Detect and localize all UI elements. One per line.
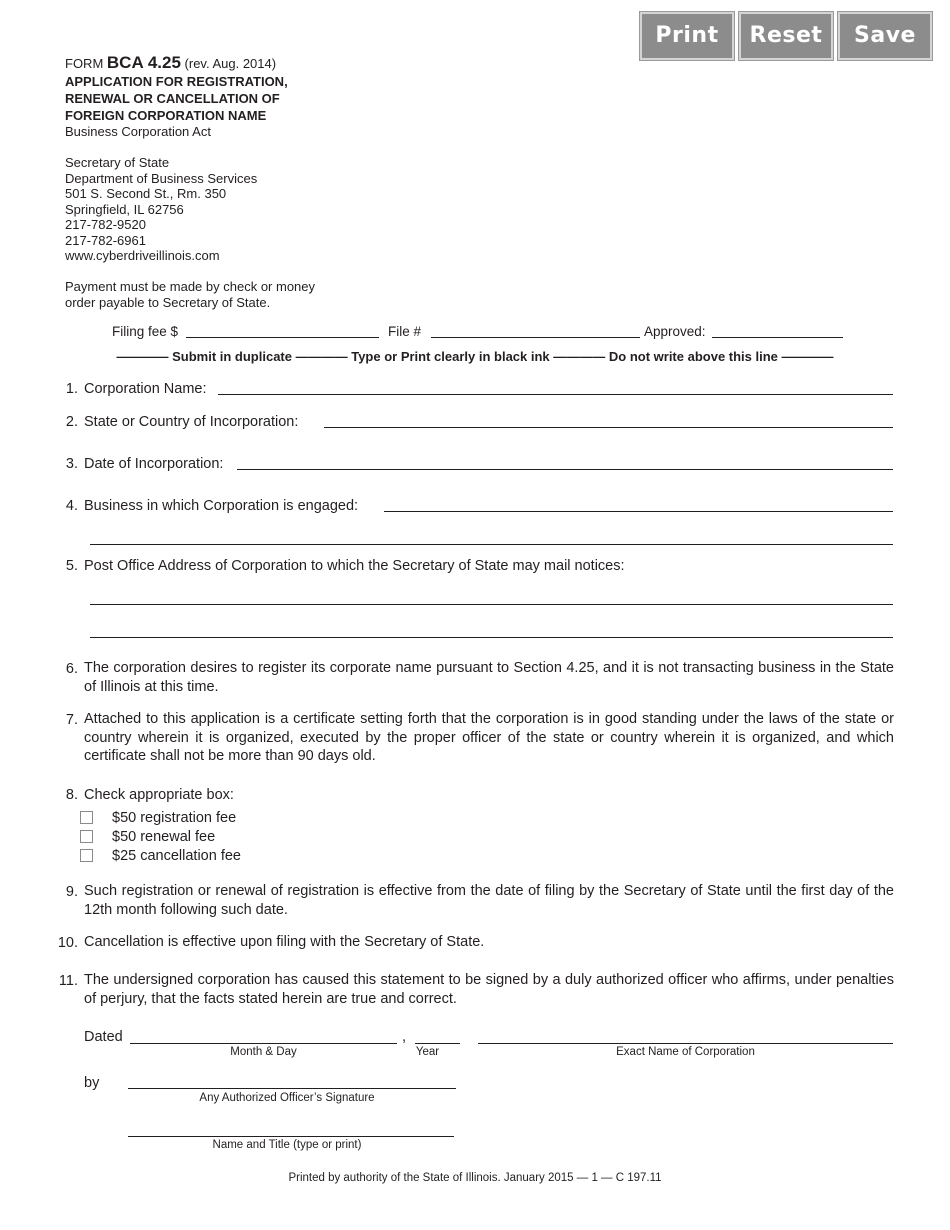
print-button[interactable]: Print [640,12,734,60]
address-line-2: Department of Business Services [65,171,258,186]
form-prefix: FORM [65,56,104,71]
payment-line-2: order payable to Secretary of State. [65,295,271,310]
mailing-address-label: Post Office Address of Corporation to which the Secretary of State may mail notices: [84,558,625,574]
save-button[interactable]: Save [838,12,932,60]
officer-signature-caption: Any Authorized Officer’s Signature [199,1092,375,1104]
address-line-3: 501 S. Second St., Rm. 350 [65,186,227,201]
act-name: Business Corporation Act [65,124,211,139]
exact-corporation-name-field[interactable] [478,1043,893,1044]
date-comma: , [402,1029,407,1045]
state-of-incorporation-field[interactable] [324,427,893,428]
name-title-field[interactable] [128,1136,454,1137]
file-number-label: File # [388,324,422,339]
item-4-number: 4. [65,498,78,514]
filing-fee-label: Filing fee $ [112,324,179,339]
payment-line-1: Payment must be made by check or money [65,279,316,294]
renewal-fee-label: $50 renewal fee [112,829,216,845]
form-title-line-1: APPLICATION FOR REGISTRATION, [65,74,288,89]
cancellation-fee-checkbox[interactable] [80,849,93,862]
mailing-address-field-2[interactable] [90,637,893,638]
form-title-line-2: RENEWAL OR CANCELLATION OF [65,91,280,106]
item-9-number: 9. [65,884,78,900]
dated-label: Dated [84,1029,123,1045]
by-label: by [84,1075,100,1091]
form-revision: (rev. Aug. 2014) [184,56,277,71]
name-title-caption: Name and Title (type or print) [212,1139,362,1151]
approved-field[interactable] [712,337,843,338]
officer-signature-field[interactable] [128,1088,456,1089]
form-title-line-3: FOREIGN CORPORATION NAME [65,108,267,123]
corporation-name-field[interactable] [218,394,893,395]
item-11-text: The undersigned corporation has caused this statement to be signed by a duly authorized officer who affirms, under penalties of perjury, that the facts stated herein are true and correct. [84,972,894,1007]
item-3-number: 3. [65,456,78,472]
registration-fee-checkbox[interactable] [80,811,93,824]
form-code: BCA 4.25 [106,53,181,72]
filing-fee-field[interactable] [186,337,379,338]
item-8-number: 8. [65,787,78,803]
exact-corporation-name-caption: Exact Name of Corporation [616,1046,755,1058]
year-field[interactable] [415,1043,460,1044]
mailing-address-field-1[interactable] [90,604,893,605]
business-engaged-label: Business in which Corporation is engaged: [84,498,359,514]
instruction-line: ———— Submit in duplicate ———— Type or Print clearly in black ink ———— Do not write above this line ———— [116,349,834,364]
corporation-name-label: Corporation Name: [84,381,207,397]
approved-label: Approved: [644,324,706,339]
cancellation-fee-label: $25 cancellation fee [112,848,241,864]
item-10-number: 10. [57,935,78,951]
item-11-number: 11. [58,973,78,989]
item-2-number: 2. [65,414,78,430]
address-line-1: Secretary of State [65,155,170,170]
year-caption: Year [415,1046,440,1058]
item-5-number: 5. [65,558,78,574]
phone-1: 217-782-9520 [65,217,146,232]
date-of-incorporation-field[interactable] [237,469,893,470]
business-engaged-field-1[interactable] [384,511,893,512]
item-10-text: Cancellation is effective upon filing with the Secretary of State. [84,934,485,950]
item-6-number: 6. [65,661,78,677]
registration-fee-label: $50 registration fee [112,810,237,826]
check-box-label: Check appropriate box: [84,787,234,803]
renewal-fee-checkbox[interactable] [80,830,93,843]
month-day-caption: Month & Day [230,1046,297,1058]
item-7-text: Attached to this application is a certificate setting forth that the corporation is in good standing under the laws of the state or country wherein it is organized, executed by the proper officer of the state or country wherein it is organized, and which certificate shall not be more than 90 days old. [84,711,894,764]
phone-2: 217-782-6961 [65,233,146,248]
business-engaged-field-2[interactable] [90,544,893,545]
reset-button[interactable]: Reset [739,12,833,60]
address-line-4: Springfield, IL 62756 [65,202,184,217]
item-6-text: The corporation desires to register its corporate name pursuant to Section 4.25, and it is not transacting business in the State of Illinois at this time. [84,660,894,695]
date-of-incorporation-label: Date of Incorporation: [84,456,224,472]
item-7-number: 7. [65,712,78,728]
item-1-number: 1. [65,381,78,397]
state-of-incorporation-label: State or Country of Incorporation: [84,414,299,430]
month-day-field[interactable] [130,1043,397,1044]
website: www.cyberdriveillinois.com [65,248,220,263]
form-number [65,54,276,73]
item-9-text: Such registration or renewal of registration is effective from the date of filing by the Secretary of State until the first day of the 12th month following such date. [84,883,894,918]
file-number-field[interactable] [431,337,640,338]
footer-text: Printed by authority of the State of Illinois. January 2015 — 1 — C 197.11 [288,1172,662,1184]
